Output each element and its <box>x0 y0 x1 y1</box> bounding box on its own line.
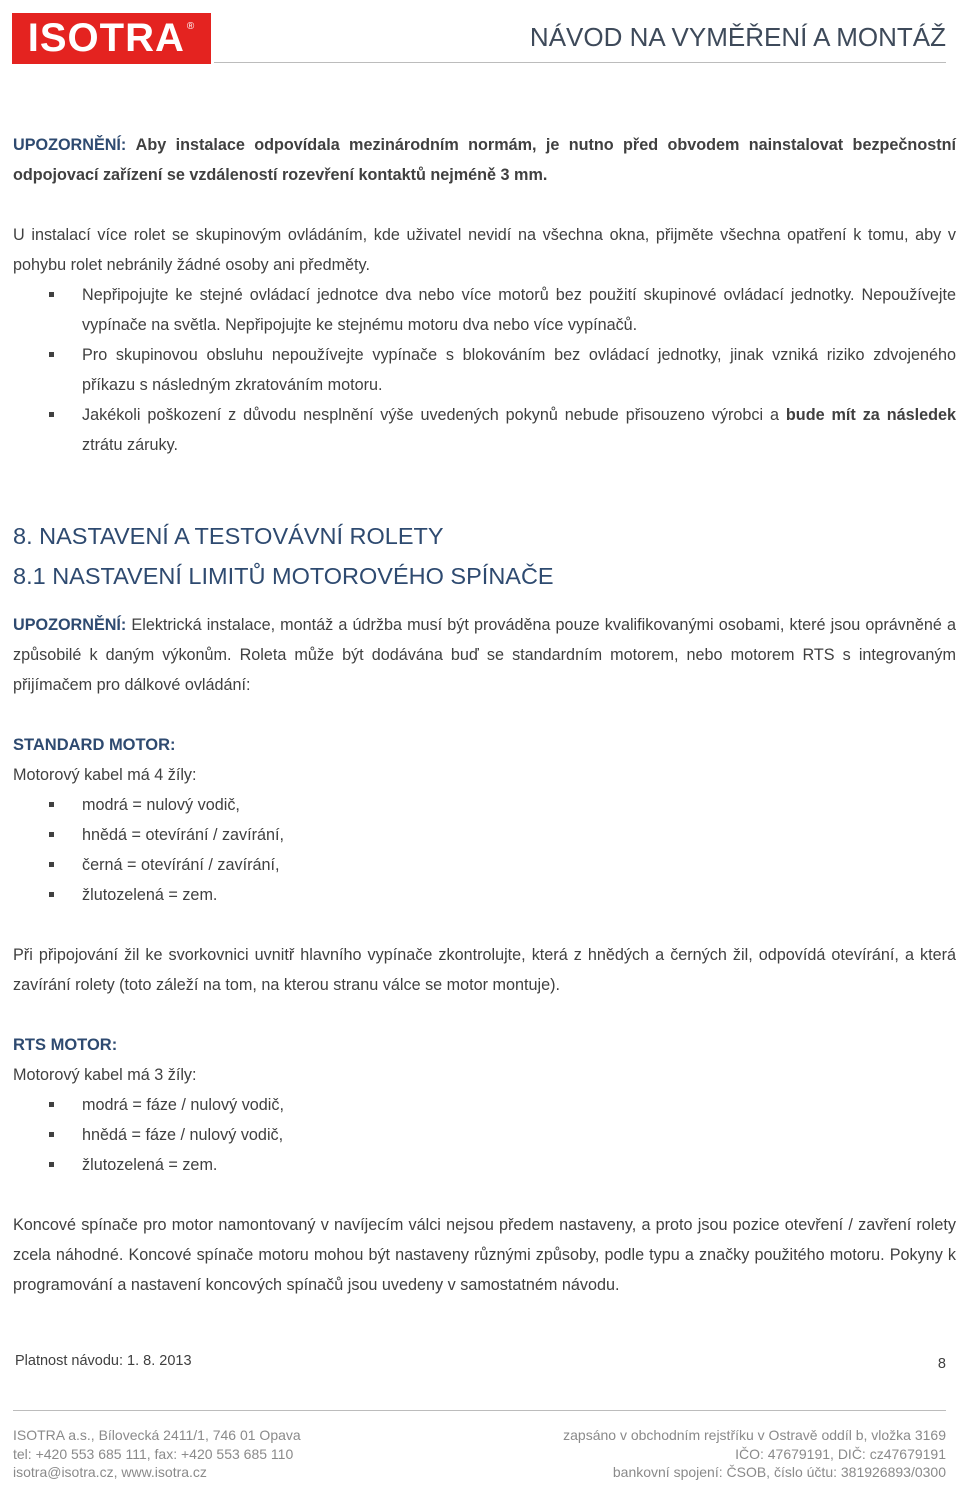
list-item: modrá = nulový vodič, <box>13 790 956 820</box>
company-address <box>13 1426 301 1482</box>
warning-label: UPOZORNĚNÍ: <box>13 616 127 634</box>
intro-warning <box>13 130 956 190</box>
list-item: černá = otevírání / zavírání, <box>13 850 956 880</box>
validity-date: Platnost návodu: 1. 8. 2013 <box>15 1353 192 1369</box>
footer-divider <box>13 1410 946 1411</box>
limit-switch-note: Koncové spínače pro motor namontovaný v navíjecím válci nejsou předem nastaveny, a proto jsou pozice otevření / zavření rolety zcela náhodné. Koncové spínače motoru mohou být nastaveny různými způsoby, podle typu a značky použitého motoru. Pokyny k programování a nastavení koncových spínačů jsou uvedeny v samostatném návodu. <box>13 1216 956 1294</box>
footer-line: bankovní spojení: ČSOB, číslo účtu: 381926893/0300 <box>612 1464 946 1480</box>
document-title: NÁVOD NA VYMĚŘENÍ A MONTÁŽ <box>529 22 946 52</box>
footer-line: tel: +420 553 685 111, fax: +420 553 685 110 <box>13 1445 294 1462</box>
list-item: žlutozelená = zem. <box>13 880 956 910</box>
list-item: Pro skupinovou obsluhu nepoužívejte vypínače s blokováním bez ovládací jednotky, jinak vzniká riziko zdvojeného příkazu s následným zkratováním motoru. <box>13 340 956 400</box>
standard-motor-intro: Motorový kabel má 4 žíly: <box>13 766 197 784</box>
page-content <box>13 130 956 1300</box>
warning-text: Aby instalace odpovídala mezinárodním normám, je nutno před obvodem nainstalovat bezpečnostní odpojovací zařízení se vzdáleností rozevření kontaktů nejméně 3 mm. <box>13 136 956 184</box>
standard-motor-wires <box>13 790 956 910</box>
warning-label: UPOZORNĚNÍ: <box>13 136 127 154</box>
rts-motor-wires <box>13 1090 956 1180</box>
group-control-paragraph: U instalací více rolet se skupinovým ovládáním, kde uživatel nevidí na všechna okna, přijměte všechna opatření k tomu, aby v pohybu rolet nebránily žádné osoby ani předměty. <box>13 226 956 274</box>
subsection-heading: 8.1 NASTAVENÍ LIMITŮ MOTOROVÉHO SPÍNAČE <box>13 563 554 589</box>
list-item: hnědá = otevírání / zavírání, <box>13 820 956 850</box>
footer-line: IČO: 47679191, DIČ: cz47679191 <box>735 1445 946 1462</box>
rts-motor-heading: RTS MOTOR: <box>13 1036 118 1054</box>
footer-line: ISOTRA a.s., Bílovecká 2411/1, 746 01 Opava <box>13 1427 301 1443</box>
warning-text: Elektrická instalace, montáž a údržba musí být prováděna pouze kvalifikovanými osobami, které jsou oprávněné a způsobilé k daným výkonům. Roleta může být dodávána buď se standardním motorem, nebo motorem RTS s integrovaným přijímačem pro dálkové ovládání: <box>13 616 957 694</box>
registered-mark: ® <box>186 21 196 32</box>
standard-motor-note: Při připojování žil ke svorkovnici uvnitř hlavního vypínače zkontrolujte, která z hnědých a černých žil, odpovídá otevírání, a která zavírání rolety (toto záleží na tom, na kterou stranu válce se motor montuje). <box>13 946 956 994</box>
group-control-list <box>13 280 956 460</box>
company-registration <box>563 1426 946 1482</box>
list-item: hnědá = fáze / nulový vodič, <box>13 1120 956 1150</box>
list-item: Nepřipojujte ke stejné ovládací jednotce dva nebo více motorů bez použití skupinové ovládací jednotky. Nepoužívejte vypínače na světla. Nepřipojujte ke stejnému motoru dva nebo více vypínačů. <box>13 280 956 340</box>
rts-motor-intro: Motorový kabel má 3 žíly: <box>13 1066 197 1084</box>
isotra-logo <box>12 13 211 64</box>
header-divider <box>214 62 946 63</box>
logo-text: ISOTRA <box>27 16 185 60</box>
installation-warning <box>13 610 956 700</box>
footer-link[interactable]: isotra@isotra.cz, www.isotra.cz <box>13 1464 207 1480</box>
list-item: žlutozelená = zem. <box>13 1150 956 1180</box>
footer-line: zapsáno v obchodním rejstříku v Ostravě oddíl b, vložka 3169 <box>563 1427 946 1443</box>
list-item: modrá = fáze / nulový vodič, <box>13 1090 956 1120</box>
section-heading: 8. NASTAVENÍ A TESTOVÁVNÍ ROLETY <box>13 523 444 549</box>
list-item: Jakékoli poškození z důvodu nesplnění výše uvedených pokynů nebude přisouzeno výrobci a bude mít za následek ztrátu záruky. <box>13 400 956 460</box>
standard-motor-heading: STANDARD MOTOR: <box>13 736 176 754</box>
page-number: 8 <box>937 1356 946 1372</box>
